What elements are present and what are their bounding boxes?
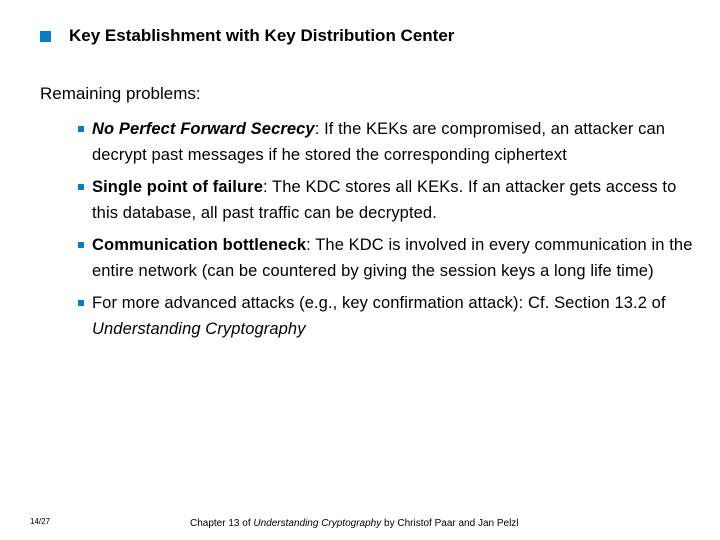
list-item-body: For more advanced attacks (e.g., key confirmation attack): Cf. Section 13.2 of <box>92 294 666 312</box>
footer-credit-prefix: Chapter 13 of <box>190 518 254 529</box>
footer-book-title: Understanding Cryptography <box>253 518 382 529</box>
bullet-list <box>78 116 698 348</box>
square-bullet-icon <box>78 184 84 190</box>
list-item <box>78 116 698 168</box>
list-item-body: : The KDC stores all KEKs. If an attacker gets access to this database, all past traffic can be decrypted. <box>92 178 677 222</box>
square-bullet-icon <box>78 126 84 132</box>
list-item-body: : If the KEKs are compromised, an attacker can decrypt past messages if he stored the corresponding ciphertext <box>92 120 666 164</box>
list-item-text <box>92 232 698 284</box>
list-item-text <box>92 290 698 342</box>
list-item-text <box>92 116 698 168</box>
square-bullet-icon <box>78 242 84 248</box>
list-item <box>78 290 698 342</box>
footer-credit-suffix: by Christof Paar and Jan Pelzl <box>381 518 519 529</box>
list-item-emphasis: No Perfect Forward Secrecy <box>92 120 315 138</box>
list-item-body: : The KDC is involved in every communication in the entire network (can be countered by giving the session keys a long life time) <box>92 236 693 280</box>
list-item-text <box>92 174 698 226</box>
slide-title-row <box>40 26 454 46</box>
list-item-emphasis: Single point of failure <box>92 178 263 196</box>
list-item <box>78 174 698 226</box>
slide-title: Key Establishment with Key Distribution Center <box>69 26 455 45</box>
footer-credit <box>190 518 519 529</box>
square-bullet-icon <box>40 31 51 42</box>
book-title: Understanding Cryptography <box>92 320 306 338</box>
square-bullet-icon <box>78 300 84 306</box>
intro-text: Remaining problems: <box>40 84 201 103</box>
page-number: 14/27 <box>30 517 51 526</box>
list-item <box>78 232 698 284</box>
list-item-emphasis: Communication bottleneck <box>92 236 307 254</box>
